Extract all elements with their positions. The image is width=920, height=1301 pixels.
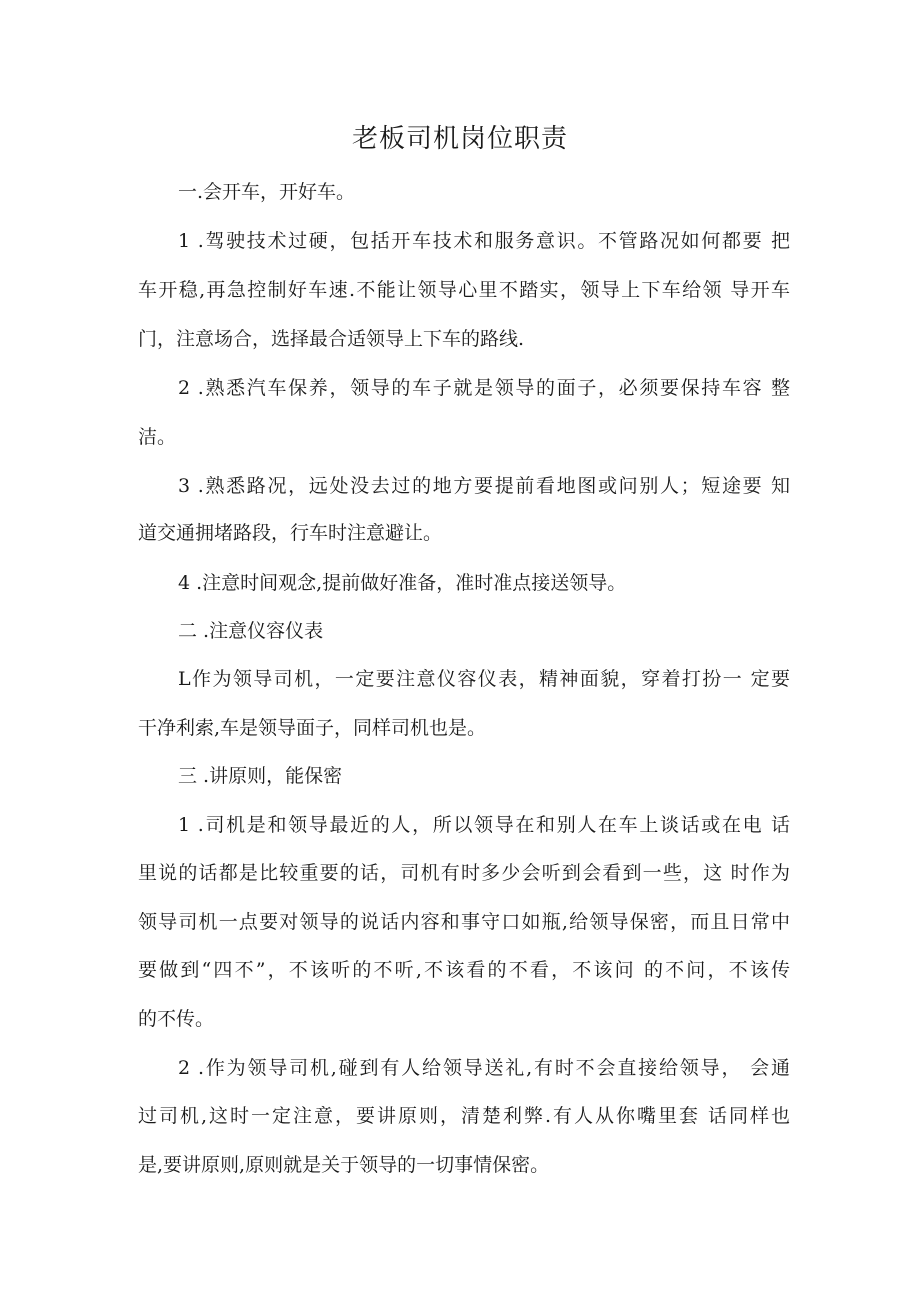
paragraph-line: 是,要讲原则,原则就是关于领导的一切事情保密。 — [138, 1154, 550, 1176]
section-heading-1: 一.会开车，开好车。 — [178, 181, 356, 203]
paragraph-line: 里说的话都是比较重要的话，司机有时多少会听到会看到一些，这 时作为 — [138, 862, 790, 884]
section-heading-2: 二 .注意仪容仪表 — [178, 620, 324, 642]
paragraph-line: 门，注意场合，选择最合适领导上下车的路线. — [138, 328, 525, 350]
section-heading-3: 三 .讲原则，能保密 — [178, 765, 343, 787]
paragraph-line: 要做到“四不”，不该听的不听,不该看的不看，不该问 的不问，不该传 — [138, 959, 790, 981]
paragraph-line: 2 .作为领导司机,碰到有人给领导送礼,有时不会直接给领导， 会通 — [178, 1057, 790, 1079]
paragraph-line: 车开稳,再急控制好车速.不能让领导心里不踏实，领导上下车给领 导开车 — [138, 279, 790, 301]
paragraph-line: 2 .熟悉汽车保养，领导的车子就是领导的面子，必须要保持车容 整 — [178, 377, 790, 399]
paragraph-line: 洁。 — [138, 426, 177, 448]
paragraph-line: 1 .司机是和领导最近的人，所以领导在和别人在车上谈话或在电 话 — [178, 814, 790, 836]
paragraph-line: 过司机,这时一定注意，要讲原则，清楚利弊.有人从你嘴里套 话同样也 — [138, 1105, 790, 1127]
paragraph-line: 3 .熟悉路况，远处没去过的地方要提前看地图或问别人；短途要 知 — [178, 475, 790, 497]
paragraph-line: 干净利索,车是领导面子，同样司机也是。 — [138, 717, 487, 739]
document-title: 老板司机岗位职责 — [351, 124, 568, 154]
paragraph-line: 的不传。 — [138, 1008, 215, 1030]
paragraph-line: 领导司机一点要对领导的说话内容和事守口如瓶,给领导保密，而且日常中 — [138, 911, 790, 933]
paragraph-line: L作为领导司机，一定要注意仪容仪表，精神面貌，穿着打扮一 定要 — [178, 668, 790, 690]
paragraph-line: 1 .驾驶技术过硬，包括开车技术和服务意识。不管路况如何都要 把 — [178, 230, 790, 252]
paragraph-line: 4 .注意时间观念,提前做好准备，准时准点接送领导。 — [178, 572, 627, 594]
paragraph-line: 道交通拥堵路段，行车时注意避让。 — [138, 522, 443, 544]
